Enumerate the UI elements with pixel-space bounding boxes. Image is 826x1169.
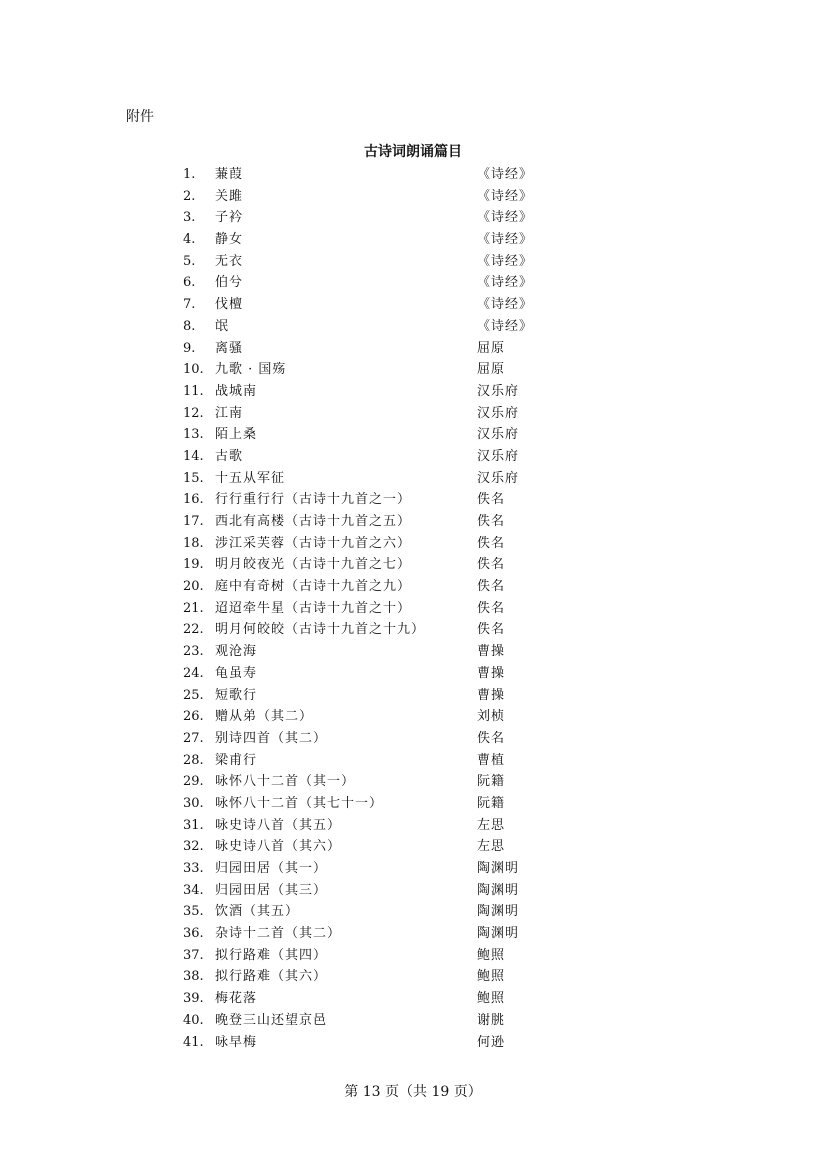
list-item — [0, 338, 826, 360]
poem-title: 晚登三山还望京邑 — [215, 1012, 328, 1028]
poem-author: 曹操 — [477, 644, 506, 660]
poem-title: 归园田居（其三） — [215, 882, 328, 898]
poem-author: 刘桢 — [477, 709, 506, 725]
list-item — [0, 164, 826, 186]
page-footer: 第 13 页（共 19 页） — [344, 1084, 482, 1100]
poem-author: 汉乐府 — [477, 470, 520, 486]
poem-title: 伐檀 — [215, 297, 244, 313]
poem-title: 赠从弟（其二） — [215, 709, 314, 725]
list-item — [0, 923, 826, 945]
attachment-label: 附件 — [126, 109, 154, 125]
list-item — [0, 1032, 826, 1054]
item-number: 12. — [183, 405, 204, 421]
list-item — [0, 489, 826, 511]
poem-title: 拟行路难（其四） — [215, 947, 328, 963]
poem-author: 谢朓 — [477, 1012, 506, 1028]
list-item — [0, 533, 826, 555]
poem-author: 陶渊明 — [477, 926, 520, 942]
poem-title: 观沧海 — [215, 644, 258, 660]
item-number: 36. — [183, 926, 204, 942]
poem-title: 古歌 — [215, 448, 244, 464]
item-number: 9. — [183, 340, 196, 356]
list-item — [0, 251, 826, 273]
poem-author: 佚名 — [477, 730, 506, 746]
poem-author: 《诗经》 — [477, 188, 534, 204]
list-item — [0, 316, 826, 338]
poem-title: 咏怀八十二首（其一） — [215, 774, 356, 790]
poem-author: 鲍照 — [477, 969, 506, 985]
item-number: 10. — [183, 362, 204, 378]
list-item — [0, 815, 826, 837]
poem-author: 曹植 — [477, 752, 506, 768]
item-number: 32. — [183, 839, 204, 855]
poem-author: 汉乐府 — [477, 427, 520, 443]
item-number: 40. — [183, 1012, 204, 1028]
poem-author: 《诗经》 — [477, 232, 534, 248]
poem-title: 蒹葭 — [215, 167, 244, 182]
list-item — [0, 381, 826, 403]
poem-author: 汉乐府 — [477, 405, 520, 421]
item-number: 31. — [183, 817, 204, 833]
poem-title: 无衣 — [215, 253, 244, 269]
poem-author: 佚名 — [477, 622, 506, 638]
poem-title: 子衿 — [215, 210, 244, 226]
poem-author: 佚名 — [477, 600, 506, 616]
item-number: 25. — [183, 687, 204, 703]
poem-author: 汉乐府 — [477, 383, 520, 399]
poem-title: 龟虽寿 — [215, 665, 258, 681]
item-number: 20. — [183, 579, 204, 595]
poem-title: 咏早梅 — [215, 1034, 258, 1050]
poem-author: 《诗经》 — [477, 167, 534, 182]
item-number: 6. — [183, 275, 196, 291]
poem-title: 江南 — [215, 405, 244, 421]
list-item — [0, 880, 826, 902]
poem-title: 咏史诗八首（其五） — [215, 817, 342, 833]
poem-title: 归园田居（其一） — [215, 861, 328, 876]
poem-author: 阮籍 — [477, 795, 506, 811]
poem-author: 鲍照 — [477, 991, 506, 1007]
item-number: 29. — [183, 774, 204, 790]
poem-title: 梁甫行 — [215, 752, 258, 768]
poem-title: 明月何皎皎（古诗十九首之十九） — [215, 622, 426, 638]
item-number: 28. — [183, 752, 204, 768]
page-title: 古诗词朗诵篇目 — [364, 144, 462, 160]
list-item — [0, 945, 826, 967]
item-number: 1. — [183, 167, 196, 182]
item-number: 37. — [183, 947, 204, 963]
item-number: 17. — [183, 514, 204, 529]
poem-title: 别诗四首（其二） — [215, 730, 328, 746]
poem-title: 饮酒（其五） — [215, 904, 300, 920]
list-item — [0, 272, 826, 294]
item-number: 11. — [183, 383, 204, 399]
poem-list — [0, 164, 826, 1053]
poem-author: 《诗经》 — [477, 253, 534, 269]
list-item — [0, 988, 826, 1010]
poem-author: 何逊 — [477, 1034, 506, 1050]
list-item — [0, 186, 826, 208]
item-number: 14. — [183, 448, 204, 464]
poem-author: 《诗经》 — [477, 210, 534, 226]
poem-title: 涉江采芙蓉（古诗十九首之六） — [215, 535, 412, 551]
list-item — [0, 468, 826, 490]
list-item — [0, 403, 826, 425]
list-item — [0, 641, 826, 663]
poem-author: 佚名 — [477, 514, 506, 529]
list-item — [0, 511, 826, 533]
list-item — [0, 728, 826, 750]
item-number: 24. — [183, 665, 204, 681]
poem-title: 杂诗十二首（其二） — [215, 926, 342, 942]
poem-title: 九歌 · 国殇 — [215, 362, 287, 378]
poem-title: 迢迢牵牛星（古诗十九首之十） — [215, 600, 412, 616]
list-item — [0, 598, 826, 620]
poem-title: 咏史诗八首（其六） — [215, 839, 342, 855]
item-number: 41. — [183, 1034, 204, 1050]
poem-author: 曹操 — [477, 687, 506, 703]
list-item — [0, 750, 826, 772]
list-item — [0, 966, 826, 988]
poem-author: 陶渊明 — [477, 882, 520, 898]
list-item — [0, 554, 826, 576]
list-item — [0, 446, 826, 468]
item-number: 27. — [183, 730, 204, 746]
item-number: 13. — [183, 427, 204, 443]
poem-title: 战城南 — [215, 383, 258, 399]
poem-author: 佚名 — [477, 535, 506, 551]
item-number: 22. — [183, 622, 204, 638]
item-number: 18. — [183, 535, 204, 551]
list-item — [0, 836, 826, 858]
item-number: 30. — [183, 795, 204, 811]
poem-title: 西北有高楼（古诗十九首之五） — [215, 514, 412, 529]
item-number: 7. — [183, 297, 196, 313]
poem-title: 拟行路难（其六） — [215, 969, 328, 985]
poem-author: 曹操 — [477, 665, 506, 681]
item-number: 26. — [183, 709, 204, 725]
poem-author: 《诗经》 — [477, 297, 534, 313]
poem-author: 《诗经》 — [477, 318, 534, 334]
item-number: 8. — [183, 318, 196, 334]
poem-title: 咏怀八十二首（其七十一） — [215, 795, 384, 811]
item-number: 35. — [183, 904, 204, 920]
list-item — [0, 793, 826, 815]
poem-title: 十五从军征 — [215, 470, 286, 486]
poem-title: 庭中有奇树（古诗十九首之九） — [215, 579, 412, 595]
list-item — [0, 207, 826, 229]
list-item — [0, 771, 826, 793]
poem-title: 氓 — [215, 318, 230, 334]
poem-author: 佚名 — [477, 492, 506, 508]
item-number: 2. — [183, 188, 196, 204]
item-number: 39. — [183, 991, 204, 1007]
poem-author: 屈原 — [477, 340, 506, 356]
list-item — [0, 229, 826, 251]
list-item — [0, 706, 826, 728]
poem-title: 离骚 — [215, 340, 244, 356]
item-number: 23. — [183, 644, 204, 660]
poem-title: 梅花落 — [215, 991, 258, 1007]
poem-title: 关雎 — [215, 188, 244, 204]
list-item — [0, 576, 826, 598]
poem-author: 鲍照 — [477, 947, 506, 963]
item-number: 38. — [183, 969, 204, 985]
item-number: 21. — [183, 600, 204, 616]
poem-author: 屈原 — [477, 362, 506, 378]
poem-author: 左思 — [477, 839, 506, 855]
item-number: 15. — [183, 470, 204, 486]
poem-author: 阮籍 — [477, 774, 506, 790]
list-item — [0, 619, 826, 641]
poem-author: 左思 — [477, 817, 506, 833]
list-item — [0, 359, 826, 381]
list-item — [0, 424, 826, 446]
poem-title: 陌上桑 — [215, 427, 258, 443]
list-item — [0, 858, 826, 880]
item-number: 5. — [183, 253, 196, 269]
poem-author: 陶渊明 — [477, 861, 520, 876]
item-number: 19. — [183, 557, 204, 573]
item-number: 3. — [183, 210, 196, 226]
item-number: 16. — [183, 492, 204, 508]
poem-title: 伯兮 — [215, 275, 244, 291]
item-number: 33. — [183, 861, 204, 876]
poem-author: 陶渊明 — [477, 904, 520, 920]
poem-author: 佚名 — [477, 557, 506, 573]
item-number: 4. — [183, 232, 196, 248]
poem-author: 《诗经》 — [477, 275, 534, 291]
list-item — [0, 1010, 826, 1032]
list-item — [0, 663, 826, 685]
poem-title: 静女 — [215, 232, 244, 248]
list-item — [0, 685, 826, 707]
poem-title: 明月皎夜光（古诗十九首之七） — [215, 557, 412, 573]
poem-author: 汉乐府 — [477, 448, 520, 464]
poem-title: 短歌行 — [215, 687, 258, 703]
poem-author: 佚名 — [477, 579, 506, 595]
list-item — [0, 901, 826, 923]
list-item — [0, 294, 826, 316]
poem-title: 行行重行行（古诗十九首之一） — [215, 492, 412, 508]
item-number: 34. — [183, 882, 204, 898]
